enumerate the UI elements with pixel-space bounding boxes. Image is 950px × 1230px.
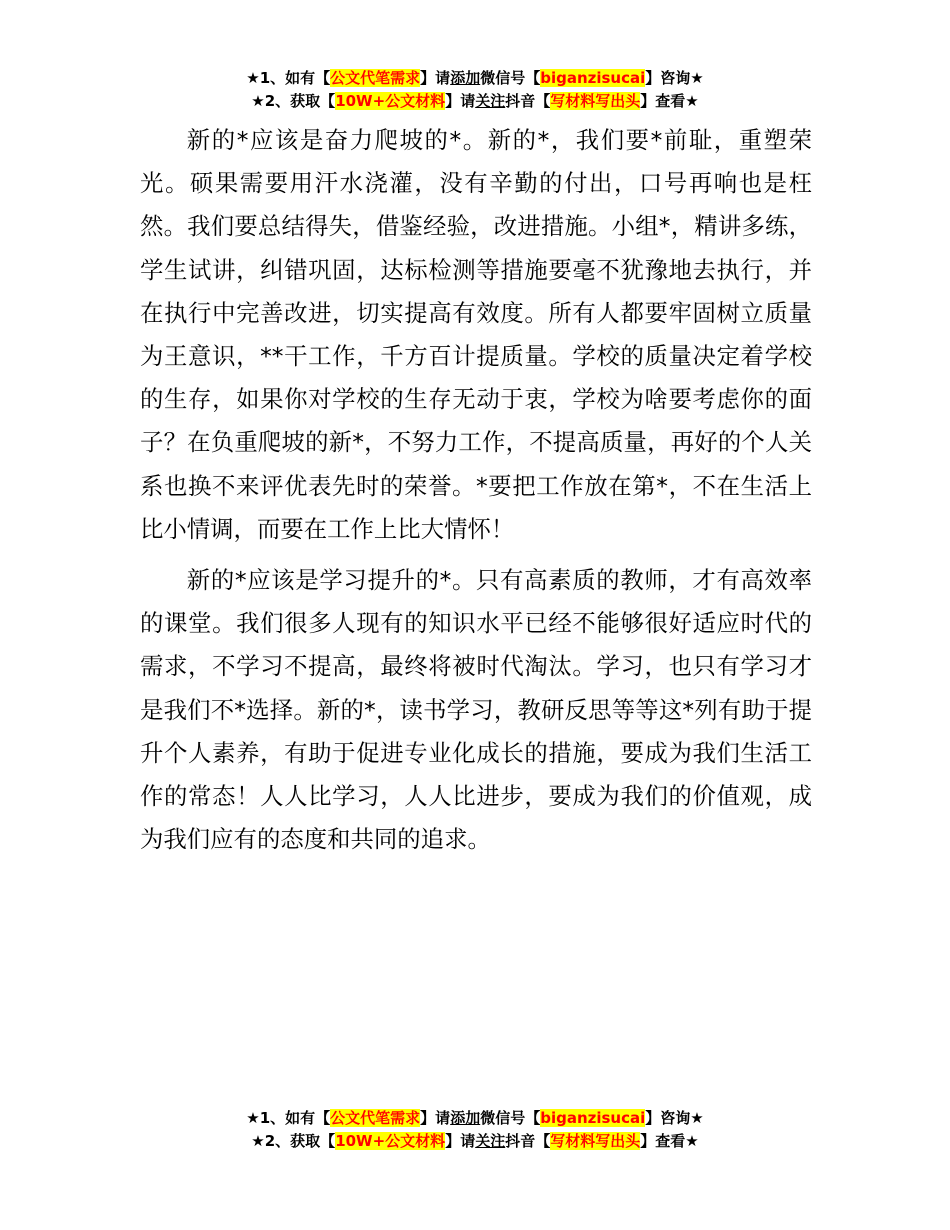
paragraph: 新的*应该是学习提升的*。只有高素质的教师，才有高效率的课堂。我们很多人现有的知识水平已经不能够很好适应时代的需求，不学习不提高，最终将被时代淘汰。学习，也只有学习才是我们不*选择。新的*，读书学习，教研反思等等这*列有助于提升个人素养，有助于促进专业化成长的措施，要成为我们生活工作的常态！人人比学习，人人比进步，要成为我们的价值观，成为我们应有的态度和共同的追求。 bbox=[140, 566, 812, 854]
banner-text: ★1、如有【 bbox=[246, 69, 331, 87]
ghostwriting-highlight: 公文代笔需求 bbox=[330, 69, 421, 87]
add-underlined-text: 添加 bbox=[450, 1109, 481, 1127]
banner-text: 】咨询★ bbox=[645, 69, 704, 87]
banner-text: 】查看★ bbox=[640, 1132, 699, 1150]
follow-underlined-text: 关注 bbox=[475, 92, 506, 110]
banner-text: 微信号【 bbox=[480, 1109, 541, 1127]
banner-text: 抖音【 bbox=[505, 92, 551, 110]
banner-text: 】请 bbox=[445, 1132, 476, 1150]
footer-banner bbox=[0, 1107, 950, 1153]
banner-line-1 bbox=[0, 67, 950, 90]
document-body bbox=[140, 119, 812, 861]
banner-text: 】请 bbox=[420, 69, 451, 87]
materials-highlight: 10W+公文材料 bbox=[335, 92, 446, 110]
banner-text: ★1、如有【 bbox=[246, 1109, 331, 1127]
banner-text: 微信号【 bbox=[480, 69, 541, 87]
ghostwriting-highlight: 公文代笔需求 bbox=[330, 1109, 421, 1127]
douyin-account-highlight: 写材料写出头 bbox=[550, 92, 641, 110]
banner-text: 】请 bbox=[445, 92, 476, 110]
banner-text: 】咨询★ bbox=[645, 1109, 704, 1127]
materials-highlight: 10W+公文材料 bbox=[335, 1132, 446, 1150]
paragraph: 新的*应该是奋力爬坡的*。新的*，我们要*前耻，重塑荣光。硕果需要用汗水浇灌，没有辛勤的付出，口号再响也是枉然。我们要总结得失，借鉴经验，改进措施。小组*，精讲多练，学生试讲，纠错巩固，达标检测等措施要毫不犹豫地去执行，并在执行中完善改进，切实提高有效度。所有人都要牢固树立质量为王意识，**干工作，千方百计提质量。学校的质量决定着学校的生存，如果你对学校的生存无动于衷，学校为啥要考虑你的面子？在负重爬坡的新*，不努力工作，不提高质量，再好的个人关系也换不来评优表先时的荣誉。*要把工作放在第*，不在生活上比小情调，而要在工作上比大情怀！ bbox=[140, 126, 812, 543]
banner-text: 】查看★ bbox=[640, 92, 699, 110]
banner-text: ★2、获取【 bbox=[251, 92, 336, 110]
banner-text: 】请 bbox=[420, 1109, 451, 1127]
follow-underlined-text: 关注 bbox=[475, 1132, 506, 1150]
wechat-id-highlight: biganzisucai bbox=[540, 1109, 646, 1127]
banner-line-1 bbox=[0, 1107, 950, 1130]
banner-line-2 bbox=[0, 1130, 950, 1153]
banner-line-2 bbox=[0, 90, 950, 113]
header-banner bbox=[0, 67, 950, 113]
douyin-account-highlight: 写材料写出头 bbox=[550, 1132, 641, 1150]
add-underlined-text: 添加 bbox=[450, 69, 481, 87]
banner-text: ★2、获取【 bbox=[251, 1132, 336, 1150]
banner-text: 抖音【 bbox=[505, 1132, 551, 1150]
wechat-id-highlight: biganzisucai bbox=[540, 69, 646, 87]
